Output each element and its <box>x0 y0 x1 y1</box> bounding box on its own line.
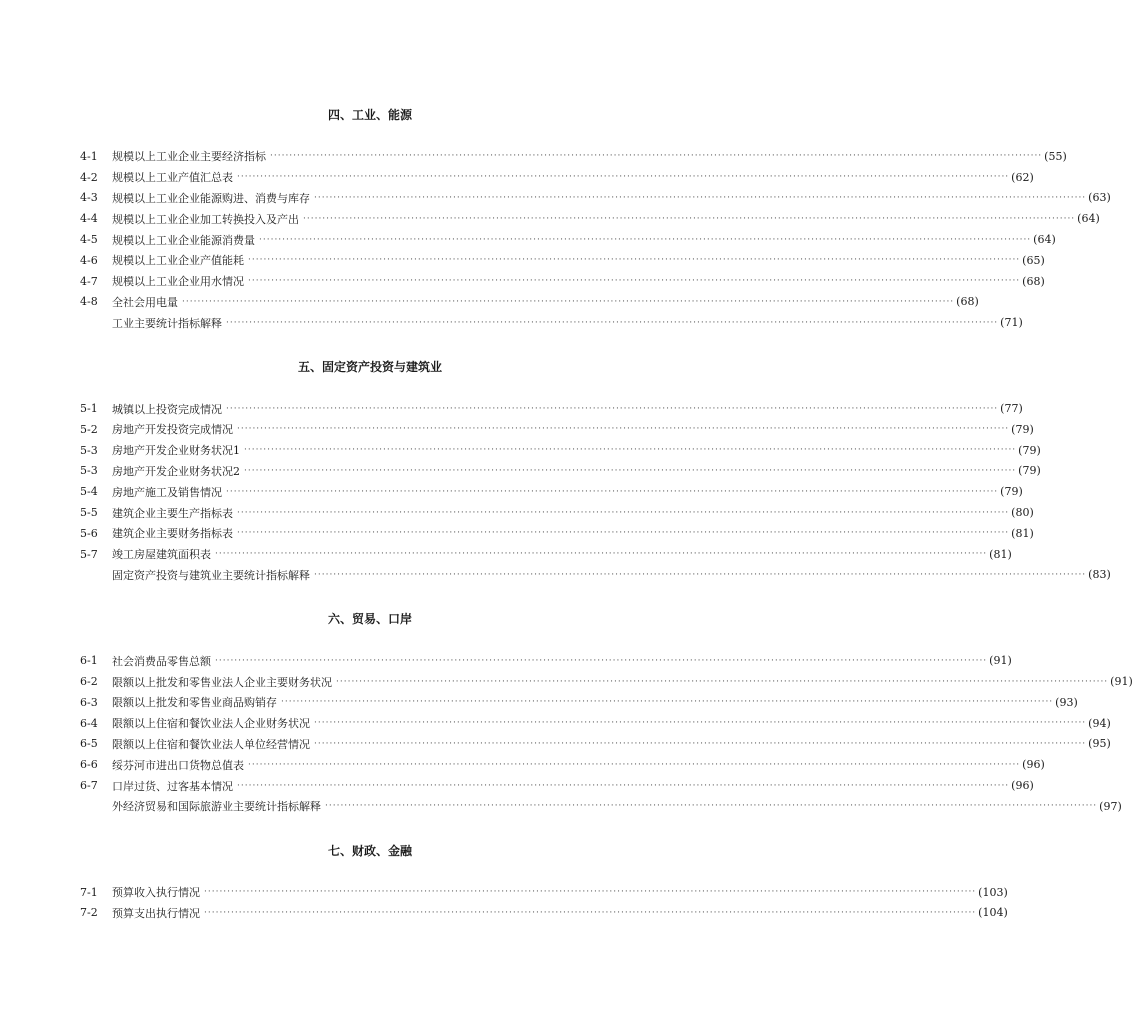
entry-number: 6-3 <box>80 695 98 709</box>
toc-entry[interactable] <box>80 775 1034 796</box>
entry-title: 规模以上工业企业加工转换投入及产出 <box>112 212 299 226</box>
entry-page-number: (79) <box>1000 485 1023 499</box>
entry-number: 6-4 <box>80 716 98 730</box>
entry-number: 6-2 <box>80 675 98 689</box>
dot-leader: ········································································································································································································ <box>204 907 977 918</box>
entry-page-number: (63) <box>1088 191 1111 205</box>
entry-title: 规模以上工业产值汇总表 <box>112 171 233 185</box>
dot-leader: ········································································································································································································ <box>237 507 1010 518</box>
toc-entry[interactable] <box>80 671 1133 692</box>
entry-page-number: (97) <box>1099 799 1122 813</box>
entry-page-number: (94) <box>1088 716 1111 730</box>
entry-number: 5-1 <box>80 402 98 416</box>
entry-number: 5-5 <box>80 506 98 520</box>
dot-leader: ········································································································································································································ <box>226 317 999 328</box>
dot-leader: ········································································································································································································ <box>204 887 977 898</box>
toc-section <box>80 356 1111 585</box>
entry-page-number: (77) <box>1000 402 1023 416</box>
entry-title: 城镇以上投资完成情况 <box>112 402 222 416</box>
toc-entry[interactable] <box>80 734 1111 755</box>
entry-page-number: (65) <box>1022 253 1045 267</box>
dot-leader: ········································································································································································································ <box>237 780 1010 791</box>
entry-page-number: (68) <box>956 295 979 309</box>
entry-title: 绥芬河市进出口货物总值表 <box>112 758 244 772</box>
dot-leader: ········································································································································································································ <box>248 276 1021 287</box>
toc-entry[interactable] <box>80 903 1008 924</box>
entry-page-number: (93) <box>1055 695 1078 709</box>
toc-entry[interactable] <box>80 312 1023 333</box>
toc-entry[interactable] <box>80 481 1023 502</box>
toc-entry[interactable] <box>80 208 1100 229</box>
entry-page-number: (104) <box>978 906 1008 920</box>
toc-entry[interactable] <box>80 692 1078 713</box>
entry-number: 4-6 <box>80 253 98 267</box>
toc-entry[interactable] <box>80 650 1012 671</box>
entry-page-number: (79) <box>1018 443 1041 457</box>
entry-page-number: (81) <box>1011 526 1034 540</box>
entry-page-number: (95) <box>1088 737 1111 751</box>
entry-page-number: (68) <box>1022 274 1045 288</box>
entry-page-number: (83) <box>1088 568 1111 582</box>
toc-section <box>80 104 1111 333</box>
entry-title: 竣工房屋建筑面积表 <box>112 548 211 562</box>
entry-title: 社会消费品零售总额 <box>112 654 211 668</box>
dot-leader: ········································································································································································································ <box>244 465 1017 476</box>
toc-section <box>80 840 1008 924</box>
dot-leader: ········································································································································································································ <box>314 192 1087 203</box>
entry-title: 房地产开发企业财务状况1 <box>112 444 240 458</box>
entry-title: 房地产施工及销售情况 <box>112 485 222 499</box>
entry-number: 4-5 <box>80 233 98 247</box>
toc-entry[interactable] <box>80 502 1034 523</box>
entry-page-number: (81) <box>989 547 1012 561</box>
entry-title: 固定资产投资与建筑业主要统计指标解释 <box>112 568 310 582</box>
entry-title: 口岸过货、过客基本情况 <box>112 779 233 793</box>
entry-number: 5-3 <box>80 443 98 457</box>
entry-number: 6-1 <box>80 654 98 668</box>
dot-leader: ········································································································································································································ <box>270 151 1043 162</box>
entry-number: 4-2 <box>80 170 98 184</box>
section-title: 四、工业、能源 <box>327 108 412 122</box>
entry-page-number: (80) <box>1011 506 1034 520</box>
table-of-contents <box>80 104 1133 946</box>
toc-entry[interactable] <box>80 146 1067 167</box>
entry-page-number: (96) <box>1011 779 1034 793</box>
dot-leader: ········································································································································································································ <box>248 255 1021 266</box>
entry-title: 规模以上工业企业产值能耗 <box>112 254 244 268</box>
entry-title: 房地产开发企业财务状况2 <box>112 464 240 478</box>
toc-entry[interactable] <box>80 188 1111 209</box>
entry-number: 4-4 <box>80 212 98 226</box>
dot-leader: ········································································································································································································ <box>237 528 1010 539</box>
entry-title: 外经济贸易和国际旅游业主要统计指标解释 <box>112 800 321 814</box>
toc-entry[interactable] <box>80 419 1034 440</box>
entry-title: 预算收入执行情况 <box>112 886 200 900</box>
toc-entry[interactable] <box>80 229 1056 250</box>
entry-number: 4-7 <box>80 274 98 288</box>
entry-number: 7-1 <box>80 885 98 899</box>
section-title: 七、财政、金融 <box>327 843 412 858</box>
entry-title: 限额以上住宿和餐饮业法人企业财务状况 <box>112 717 310 731</box>
toc-entry[interactable] <box>80 523 1034 544</box>
toc-entry[interactable] <box>80 882 1008 903</box>
dot-leader: ········································································································································································································ <box>281 697 1054 708</box>
entry-page-number: (62) <box>1011 170 1034 184</box>
entry-number: 5-2 <box>80 422 98 436</box>
entry-number: 5-6 <box>80 526 98 540</box>
dot-leader: ········································································································································································································ <box>237 172 1010 183</box>
toc-entry[interactable] <box>80 292 979 313</box>
entry-page-number: (91) <box>989 654 1012 668</box>
entry-title: 预算支出执行情况 <box>112 906 200 920</box>
entry-title: 规模以上工业企业能源消费量 <box>112 233 255 247</box>
toc-entry[interactable] <box>80 271 1045 292</box>
entry-number: 5-7 <box>80 547 98 561</box>
entry-title: 建筑企业主要财务指标表 <box>112 527 233 541</box>
dot-leader: ········································································································································································································ <box>215 549 988 560</box>
entry-title: 工业主要统计指标解释 <box>112 316 222 330</box>
toc-entry[interactable] <box>80 754 1045 775</box>
entry-number: 6-7 <box>80 779 98 793</box>
entry-page-number: (71) <box>1000 316 1023 330</box>
section-title: 五、固定资产投资与建筑业 <box>297 360 442 375</box>
section-title: 六、贸易、口岸 <box>327 612 412 627</box>
toc-entry[interactable] <box>80 440 1041 461</box>
entry-title: 规模以上工业企业主要经济指标 <box>112 150 266 164</box>
entry-title: 建筑企业主要生产指标表 <box>112 506 233 520</box>
dot-leader: ········································································································································································································ <box>226 486 999 497</box>
toc-entry[interactable] <box>80 565 1111 586</box>
entry-number: 4-1 <box>80 149 98 163</box>
entry-title: 规模以上工业企业能源购进、消费与库存 <box>112 191 310 205</box>
entry-title: 房地产开发投资完成情况 <box>112 423 233 437</box>
entry-page-number: (96) <box>1022 758 1045 772</box>
toc-entry[interactable] <box>80 544 1012 565</box>
dot-leader: ········································································································································································································ <box>182 296 955 307</box>
entry-number: 5-4 <box>80 485 98 499</box>
dot-leader: ········································································································································································································ <box>303 213 1076 224</box>
dot-leader: ········································································································································································································ <box>244 445 1017 456</box>
entry-number: 6-6 <box>80 758 98 772</box>
entry-page-number: (79) <box>1011 422 1034 436</box>
dot-leader: ········································································································································································································ <box>259 234 1032 245</box>
dot-leader: ········································································································································································································ <box>248 759 1021 770</box>
entry-page-number: (91) <box>1110 675 1133 689</box>
toc-entry[interactable] <box>80 796 1122 817</box>
dot-leader: ········································································································································································································ <box>314 569 1087 580</box>
dot-leader: ········································································································································································································ <box>314 738 1087 749</box>
toc-entry[interactable] <box>80 167 1034 188</box>
entry-title: 全社会用电量 <box>112 295 178 309</box>
entry-page-number: (64) <box>1033 233 1056 247</box>
toc-entry[interactable] <box>80 398 1023 419</box>
toc-entry[interactable] <box>80 250 1045 271</box>
entry-page-number: (55) <box>1044 149 1067 163</box>
dot-leader: ········································································································································································································ <box>325 801 1098 812</box>
entry-number: 5-3 <box>80 464 98 478</box>
entry-title: 限额以上批发和零售业法人企业主要财务状况 <box>112 675 332 689</box>
dot-leader: ········································································································································································································ <box>226 403 999 414</box>
entry-title: 规模以上工业企业用水情况 <box>112 275 244 289</box>
entry-page-number: (79) <box>1018 464 1041 478</box>
dot-leader: ········································································································································································································ <box>237 424 1010 435</box>
entry-title: 限额以上批发和零售业商品购销存 <box>112 696 277 710</box>
entry-page-number: (64) <box>1077 212 1100 226</box>
toc-entry[interactable] <box>80 461 1041 482</box>
entry-number: 4-8 <box>80 295 98 309</box>
toc-section <box>80 608 1133 816</box>
dot-leader: ········································································································································································································ <box>336 676 1109 687</box>
dot-leader: ········································································································································································································ <box>314 718 1087 729</box>
entry-number: 6-5 <box>80 737 98 751</box>
toc-entry[interactable] <box>80 713 1111 734</box>
entry-title: 限额以上住宿和餐饮业法人单位经营情况 <box>112 737 310 751</box>
entry-number: 4-3 <box>80 191 98 205</box>
dot-leader: ········································································································································································································ <box>215 655 988 666</box>
entry-number: 7-2 <box>80 906 98 920</box>
entry-page-number: (103) <box>978 885 1008 899</box>
